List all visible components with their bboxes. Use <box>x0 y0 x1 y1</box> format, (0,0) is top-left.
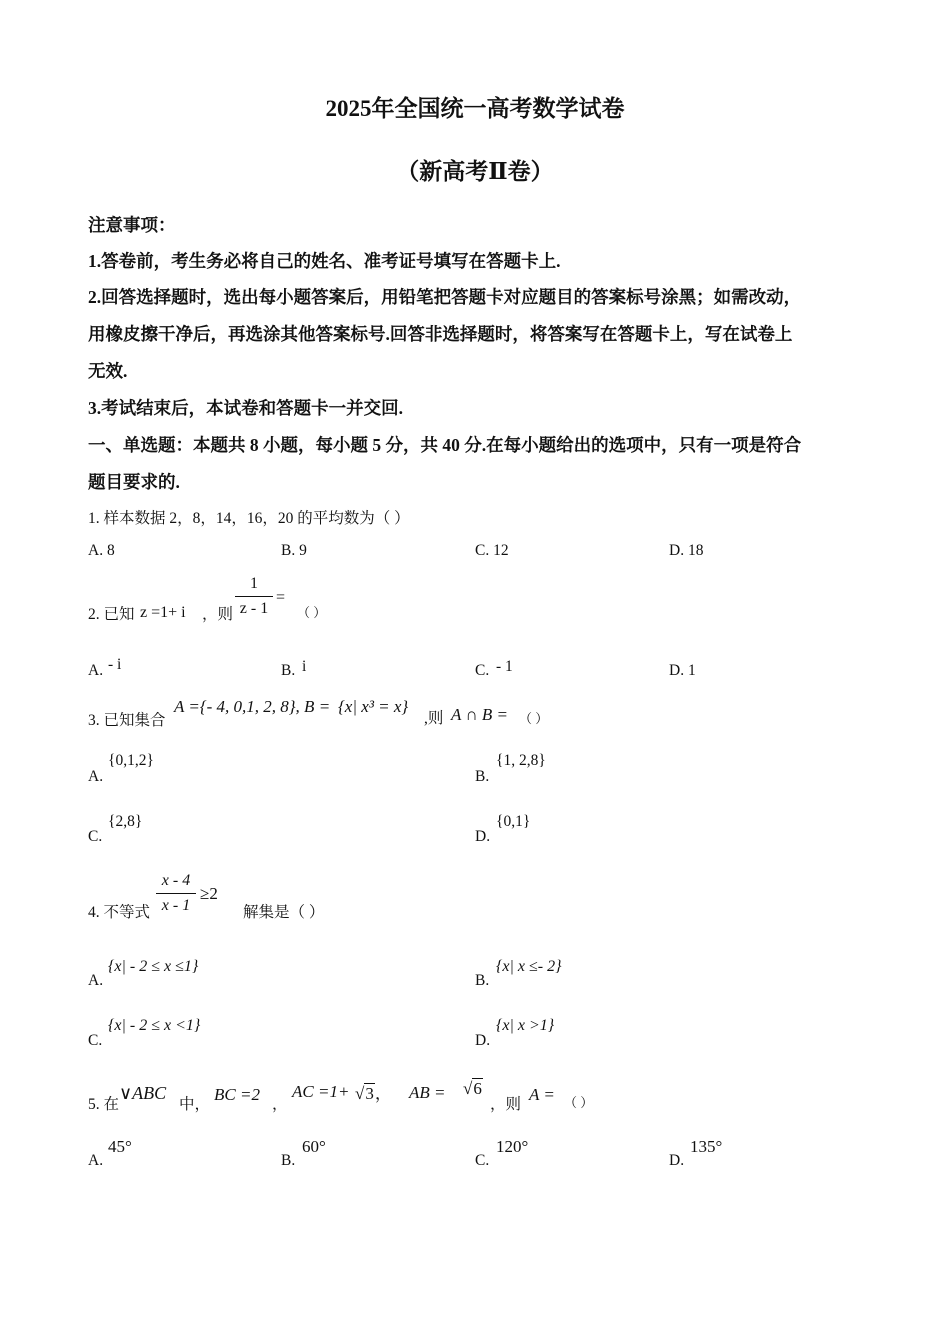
question-3-option-c-label: C. <box>88 828 103 845</box>
question-4-option-c-value: {x| - 2 ≤ x <1} <box>108 1017 201 1034</box>
question-2-option-c-label: C. <box>475 662 490 679</box>
question-4-prefix: 4. 不等式 <box>88 904 151 921</box>
question-5-zhong: 中， <box>179 1096 211 1113</box>
question-5-comma: ， <box>272 1096 288 1113</box>
question-3-option-a-label: A. <box>88 768 104 785</box>
question-2-option-c-value: - 1 <box>496 658 513 675</box>
question-4-option-b-label: B. <box>475 972 490 989</box>
question-3-suffix: （ ） <box>519 711 549 726</box>
question-4-option-c-label: C. <box>88 1032 103 1049</box>
question-2-option-a-value: - i <box>108 656 122 673</box>
question-4-option-a-label: A. <box>88 972 104 989</box>
question-5-option-c-value: 120° <box>496 1137 529 1156</box>
question-5-ask: A = <box>529 1085 555 1104</box>
question-5-prefix: 5. 在 <box>88 1096 120 1113</box>
question-5-option-c-label: C. <box>475 1152 490 1169</box>
question-5-ac: AC =1+ <box>292 1082 350 1101</box>
question-5-ab-sqrt: √6 <box>463 1079 482 1098</box>
question-4-option-d-value: {x| x >1} <box>496 1017 555 1034</box>
question-2-prefix: 2. 已知 <box>88 606 135 623</box>
question-2-fraction-denominator: z - 1 <box>239 600 269 617</box>
question-4-suffix: 解集是（ ） <box>243 904 325 921</box>
question-2-option-d: D. 1 <box>669 662 696 679</box>
question-5-triangle: ∨ABC <box>119 1083 167 1103</box>
question-5-option-d-value: 135° <box>690 1137 723 1156</box>
exam-title: 2025年全国统一高考数学试卷 <box>325 96 625 121</box>
question-5-option-b-label: B. <box>281 1152 296 1169</box>
question-5-ac-sqrt: √3， <box>355 1084 392 1103</box>
question-3-prefix: 3. 已知集合 <box>88 712 166 729</box>
question-2-z-expression: z =1+ i <box>140 604 186 621</box>
question-3-set-a: A ={- 4, 0,1, 2, 8}, B = <box>174 697 331 716</box>
notice-item-2-line-3: 无效. <box>88 361 128 381</box>
notice-item-3: 3.考试结束后，本试卷和答题卡一并交回. <box>88 398 403 418</box>
question-3-option-b-value: {1, 2,8} <box>496 752 546 769</box>
section-heading-line-2: 题目要求的. <box>88 472 180 492</box>
question-3-intersection: A ∩ B = <box>451 705 508 724</box>
question-4-option-a-value: {x| - 2 ≤ x ≤1} <box>108 958 199 975</box>
question-4-option-d-label: D. <box>475 1032 491 1049</box>
question-3-option-d-value: {0,1} <box>496 813 531 830</box>
notice-heading: 注意事项： <box>88 215 176 235</box>
notice-item-2-line-1: 2.回答选择题时，选出每小题答案后，用铅笔把答题卡对应题目的答案标号涂黑；如需改动， <box>88 287 802 307</box>
question-3-set-b: {x| x³ = x} <box>338 697 409 716</box>
notice-item-1: 1.答卷前，考生务必将自己的姓名、准考证号填写在答题卡上. <box>88 251 561 271</box>
section-heading-line-1: 一、单选题：本题共 8 小题，每小题 5 分，共 40 分.在每小题给出的选项中，只有一项是符合 <box>88 435 802 455</box>
question-1-option-a: A. 8 <box>88 542 115 559</box>
question-3-option-c-value: {2,8} <box>108 813 143 830</box>
question-2-suffix: （ ） <box>297 605 327 620</box>
question-4-option-b-value: {x| x ≤- 2} <box>496 958 562 975</box>
question-3-option-a-value: {0,1,2} <box>108 752 154 769</box>
notice-item-2-line-2: 用橡皮擦干净后，再选涂其他答案标号.回答非选择题时，将答案写在答题卡上，写在试卷上 <box>88 324 793 344</box>
question-5-suffix: （ ） <box>564 1095 594 1110</box>
question-5-option-d-label: D. <box>669 1152 685 1169</box>
exam-subtitle: （新高考Ⅱ卷） <box>396 159 554 184</box>
question-4-fraction-denominator: x - 1 <box>161 897 191 914</box>
question-5-ab: AB = <box>409 1083 446 1102</box>
question-1-stem: 1. 样本数据 2，8，14，16，20 的平均数为（ ） <box>88 510 410 527</box>
question-5-option-a-label: A. <box>88 1152 104 1169</box>
question-4-relation: ≥2 <box>200 884 218 903</box>
question-3-option-d-label: D. <box>475 828 491 845</box>
question-1-option-d: D. 18 <box>669 542 704 559</box>
question-1-option-c: C. 12 <box>475 542 509 559</box>
question-3-mid: ,则 <box>424 710 444 727</box>
question-2-fraction <box>235 575 273 618</box>
question-3-option-b-label: B. <box>475 768 490 785</box>
question-4-fraction-numerator: x - 4 <box>161 872 191 889</box>
question-4-fraction <box>156 872 196 915</box>
question-2-option-a-label: A. <box>88 662 104 679</box>
question-5-ab-radicand: 6 <box>473 1079 482 1098</box>
question-2-equals: = <box>276 589 286 606</box>
question-5-option-a-value: 45° <box>108 1137 132 1156</box>
question-1-option-b: B. 9 <box>281 542 307 559</box>
question-2-mid: ，则 <box>202 606 234 623</box>
question-2-fraction-numerator: 1 <box>250 575 258 592</box>
question-2-option-b-label: B. <box>281 662 296 679</box>
question-5-then: ，则 <box>490 1096 522 1113</box>
question-2-option-b-value: i <box>302 658 307 675</box>
question-5-bc: BC =2 <box>214 1085 260 1104</box>
question-5-ac-radicand: 3 <box>365 1084 374 1103</box>
question-5-option-b-value: 60° <box>302 1137 326 1156</box>
